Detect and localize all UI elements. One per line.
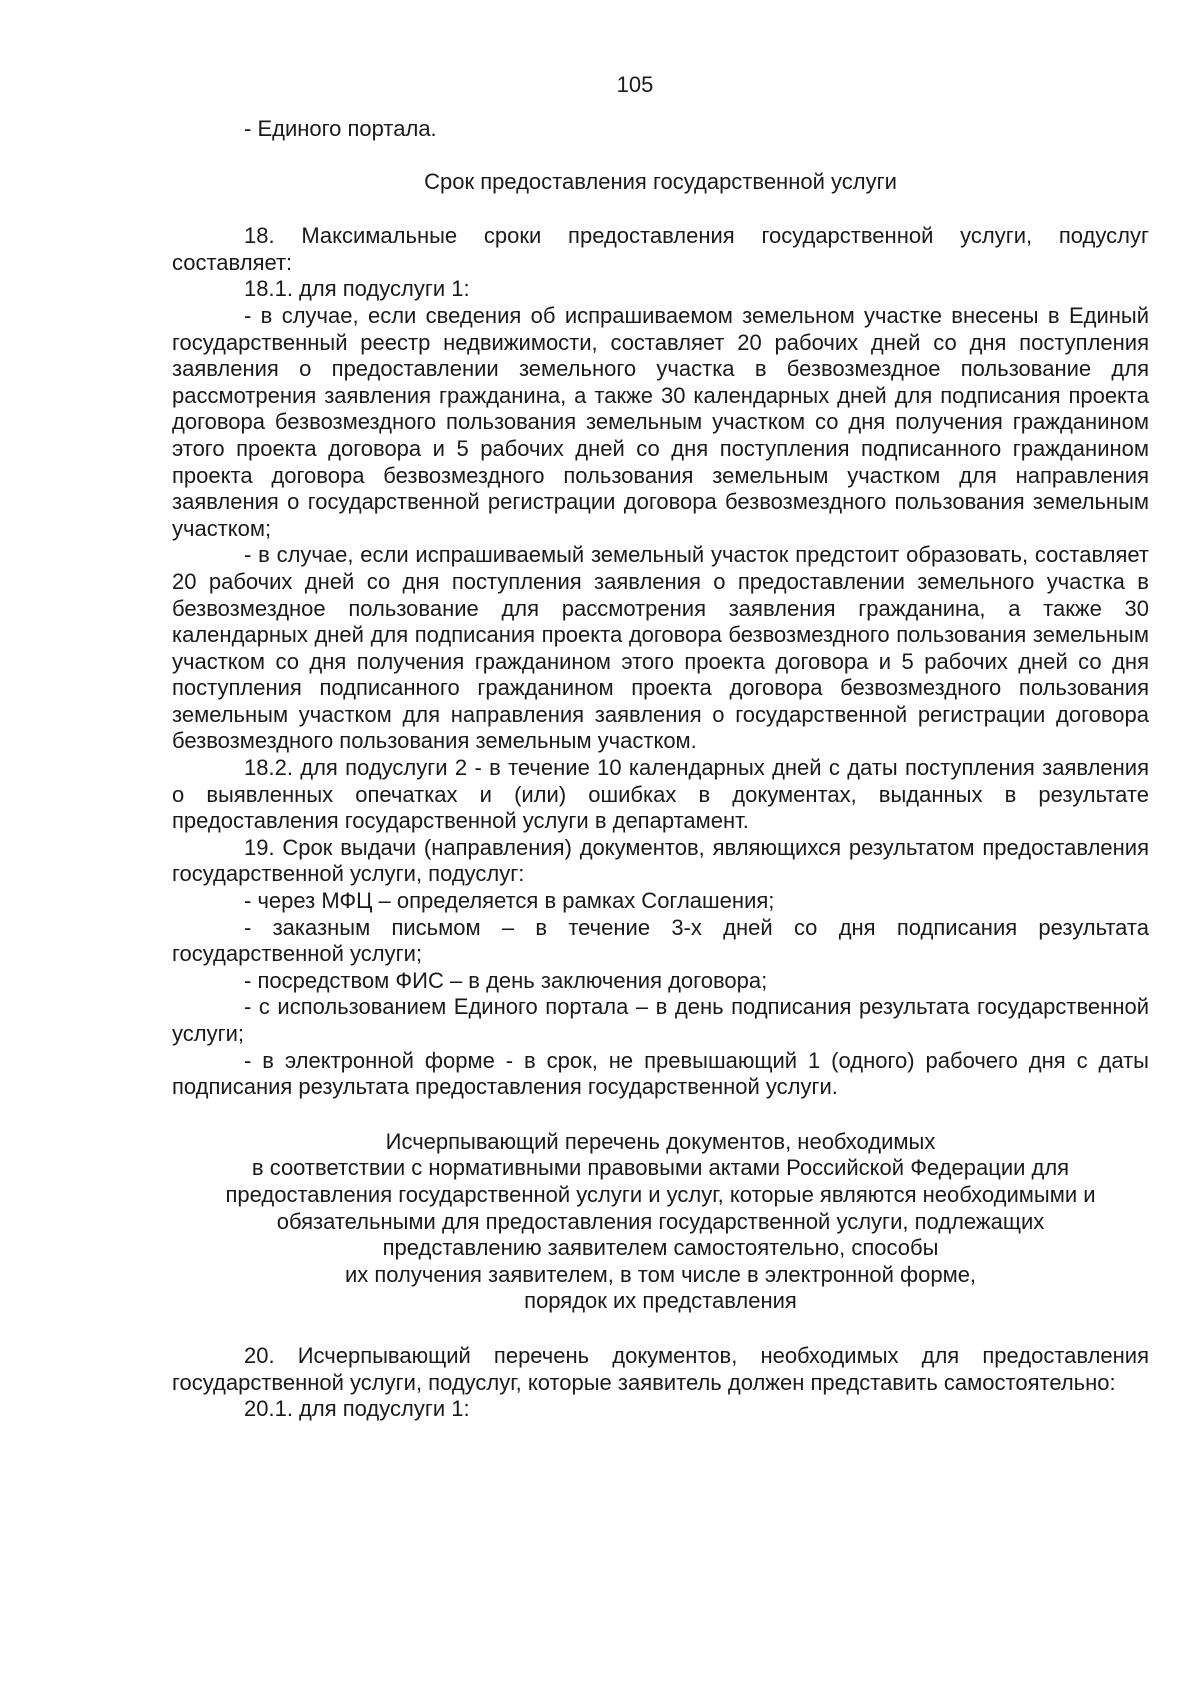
paragraph-19-mfc: - через МФЦ – определяется в рамках Соглашения; bbox=[244, 888, 775, 914]
paragraph-18-1-case-to-form: - в случае, если испрашиваемый земельный участок предстоит образовать, составляет 20 рабочих дней со дня поступления заявления о предоставлении земельного участка в безвозмездное пользование для рассмотрения заявления гражданина, а также 30 календарных дней для подписания проекта договора безвозмездного пользования земельным участком со дня получения гражданином этого проекта договора и 5 рабочих дней со дня поступления подписанного гражданином проекта договора безвозмездного пользования земельным участком для направления заявления о государственной регистрации договора безвозмездного пользования земельным участком. bbox=[172, 542, 1149, 754]
heading-line: представлению заявителем самостоятельно, способы bbox=[382, 1235, 939, 1261]
paragraph-20: 20. Исчерпывающий перечень документов, необходимых для предоставления государственной услуги, подуслуг, которые заявитель должен представить самостоятельно: bbox=[172, 1342, 1149, 1395]
document-body bbox=[172, 116, 1149, 1423]
paragraph-18-2: 18.2. для подуслуги 2 - в течение 10 календарных дней с даты поступления заявления о выявленных опечатках и (или) ошибках в документах, выданных в результате предоставления государственной услуги в департамент. bbox=[172, 755, 1149, 834]
paragraph-19-single-portal: - с использованием Единого портала – в день подписания результата государственной услуги; bbox=[172, 994, 1149, 1046]
heading-line: их получения заявителем, в том числе в электронной форме, bbox=[344, 1261, 977, 1287]
paragraph-18-1-case-registered: - в случае, если сведения об испрашиваемом земельном участке внесены в Единый государственный реестр недвижимости, составляет 20 рабочих дней со дня поступления заявления о предоставлении земельного участка в безвозмездное пользование для рассмотрения заявления гражданина, а также 30 календарных дней для подписания проекта договора безвозмездного пользования земельным участком со дня получения гражданином этого проекта договора и 5 рабочих дней со дня поступления подписанного гражданином проекта договора безвозмездного пользования земельным участком для направления заявления о государственной регистрации договора безвозмездного пользования земельным участком; bbox=[172, 302, 1149, 541]
section-heading-service-term: Срок предоставления государственной услуги bbox=[424, 168, 897, 194]
page-number: 105 bbox=[616, 72, 654, 97]
paragraph-19-fis: - посредством ФИС – в день заключения договора; bbox=[244, 967, 768, 993]
heading-line: в соответствии с нормативными правовыми актами Российской Федерации для bbox=[251, 1155, 1070, 1181]
section-heading-documents-list bbox=[172, 1129, 1149, 1315]
heading-line: порядок их представления bbox=[524, 1288, 797, 1314]
paragraph-18-1: 18.1. для подуслуги 1: bbox=[244, 276, 470, 302]
paragraph-19: 19. Срок выдачи (направления) документов, являющихся результатом предоставления государственной услуги, подуслуг: bbox=[172, 834, 1149, 887]
paragraph-19-registered-mail: - заказным письмом – в течение 3-х дней со дня подписания результата государственной услуги; bbox=[172, 914, 1149, 967]
paragraph-single-portal: - Единого портала. bbox=[244, 116, 437, 141]
heading-line: обязательными для предоставления государственной услуги, подлежащих bbox=[276, 1208, 1045, 1234]
heading-line: Исчерпывающий перечень документов, необходимых bbox=[385, 1128, 936, 1154]
paragraph-20-1: 20.1. для подуслуги 1: bbox=[244, 1396, 470, 1422]
heading-line: предоставления государственной услуги и услуг, которые являются необходимыми и bbox=[225, 1181, 1096, 1207]
paragraph-18: 18. Максимальные сроки предоставления государственной услуги, подуслуг составляет: bbox=[172, 223, 1149, 275]
paragraph-19-electronic: - в электронной форме - в срок, не превышающий 1 (одного) рабочего дня с даты подписания результата предоставления государственной услуги. bbox=[172, 1047, 1149, 1100]
